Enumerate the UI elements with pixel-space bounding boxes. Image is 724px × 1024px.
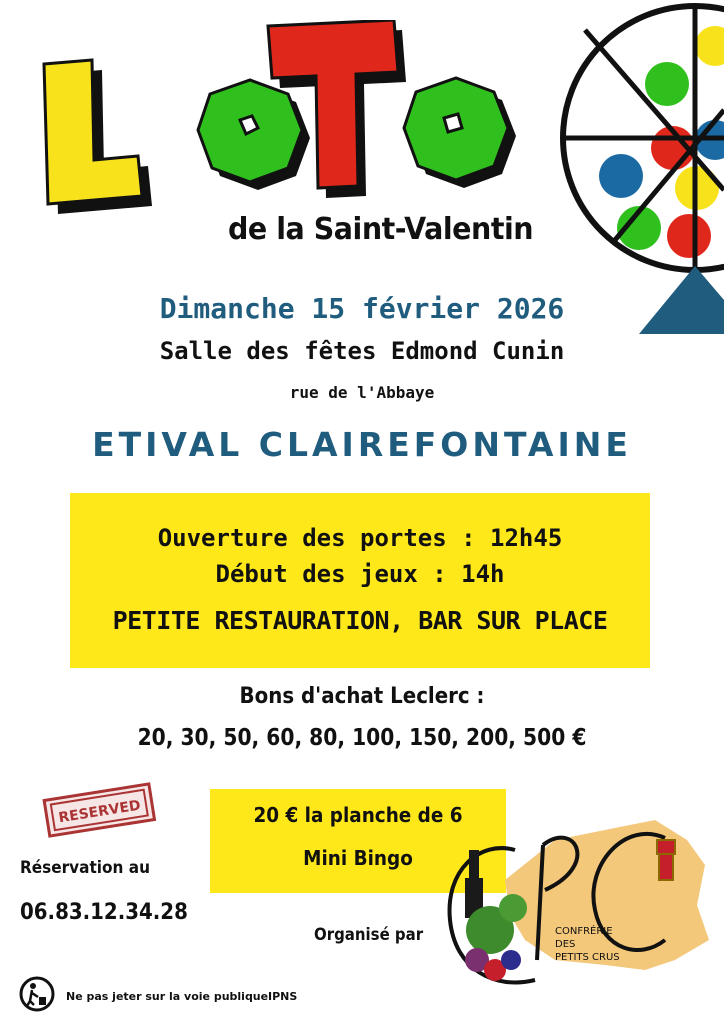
- subtitle: de la Saint-Valentin: [228, 212, 534, 247]
- bingo-name: Mini Bingo: [303, 846, 413, 870]
- footer-ipns: IPNS: [268, 990, 298, 1003]
- logo-line3: PETITS CRUS: [555, 952, 620, 963]
- event-date: Dimanche 15 février 2026: [159, 292, 565, 325]
- recycle-icon: [18, 975, 56, 1013]
- doors-time: Ouverture des portes : 12h45: [157, 524, 563, 552]
- letter-o-green-2: [404, 78, 516, 188]
- food-notice: PETITE RESTAURATION, BAR SUR PLACE: [112, 606, 608, 635]
- event-street: rue de l'Abbaye: [289, 383, 435, 402]
- reservation-phone: 06.83.12.34.28: [20, 900, 188, 925]
- prizes-title: Bons d'achat Leclerc :: [239, 684, 485, 709]
- event-venue: Salle des fêtes Edmond Cunin: [159, 337, 565, 365]
- logo-line1: CONFRÉRIE: [555, 926, 613, 937]
- lottery-wheel-icon: [555, 0, 724, 335]
- event-city: ETIVAL CLAIREFONTAINE: [92, 425, 632, 464]
- letter-o-green: [198, 80, 310, 190]
- letter-l: [44, 60, 152, 214]
- cpc-logo: [425, 810, 715, 995]
- stamp-text: RESERVED: [57, 797, 142, 827]
- logo-line2: DES: [555, 939, 576, 950]
- loto-title: [40, 20, 560, 225]
- reservation-label: Réservation au: [20, 858, 150, 878]
- reserved-stamp: [40, 778, 158, 838]
- footer-notice: Ne pas jeter sur la voie publique: [66, 990, 269, 1003]
- bingo-price: 20 € la planche de 6: [253, 803, 463, 827]
- prizes-values: 20, 30, 50, 60, 80, 100, 150, 200, 500 €: [137, 725, 587, 751]
- organizer-label: Organisé par: [314, 925, 424, 945]
- games-start: Début des jeux : 14h: [215, 560, 505, 588]
